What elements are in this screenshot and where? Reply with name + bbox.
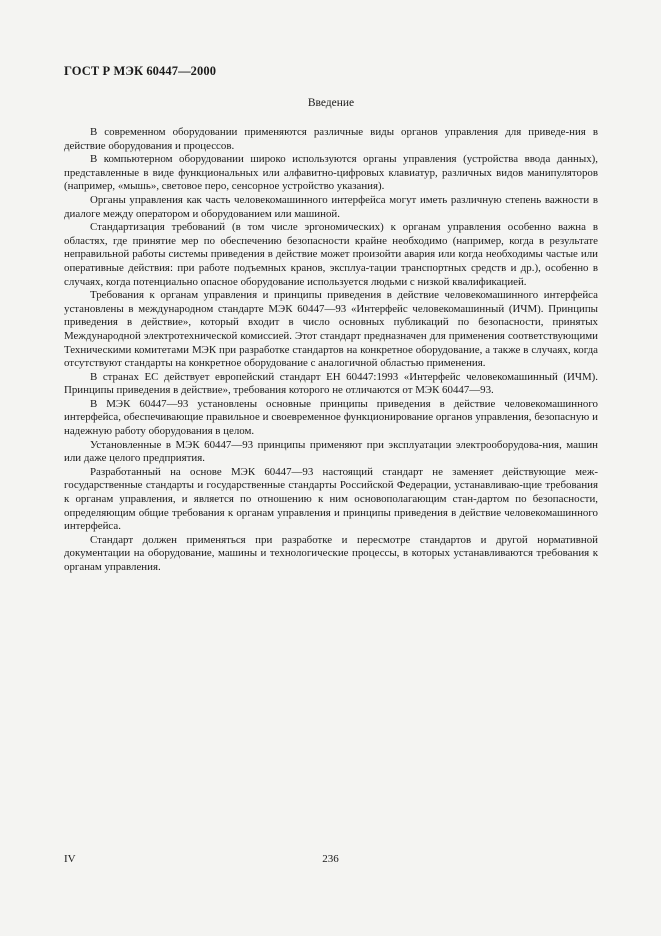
paragraph: В странах ЕС действует европейский стандарт ЕН 60447:1993 «Интерфейс человекомашинный (ИЧМ). Принципы приведения в действие», требования которого не отличаются от МЭК 60447—93. <box>64 370 598 397</box>
paragraph: В компьютерном оборудовании широко используются органы управления (устройства ввода данных), представленные в виде функциональных или алфавитно-цифровых клавиатур, различных видов манипуляторов (например, «мышь», световое перо, сенсорное устройство указания). <box>64 153 598 193</box>
page-number: 236 <box>322 853 339 865</box>
paragraph: Установленные в МЭК 60447—93 принципы применяют при эксплуатации электрооборудова-ния, машин или даже целого предприятия. <box>64 438 598 465</box>
body-text <box>64 126 598 575</box>
paragraph: Стандартизация требований (в том числе эргономических) к органам управления особенно важна в областях, где принятие мер по обеспечению безопасности крайне необходимо (например, когда в результате неправильной работы системы приведения в действие может произойти авария или когда необходимы частые или оперативные действия: при работе подъемных кранов, эксплуа-тации транспортных средств и др.), особенно в случаях, когда потенциально опасное оборудование используется людьми с низкой квалификацией. <box>64 221 598 288</box>
paragraph: Органы управления как часть человекомашинного интерфейса могут иметь различную степень важности в диалоге между оператором и оборудованием или машиной. <box>64 193 598 220</box>
standard-id-header: ГОСТ Р МЭК 60447—2000 <box>64 64 217 78</box>
paragraph: В современном оборудовании применяются различные виды органов управления для приведе-ния в действие оборудования и процессов. <box>64 126 598 152</box>
paragraph: Требования к органам управления и принципы приведения в действие человекомашинного интерфейса установлены в международном стандарте МЭК 60447—93 «Интерфейс человекомашинный (ИЧМ). Принципы приведения в действие», который входит в число основных публикаций по безопасности, принятых Международной электротехнической комиссией. Этот стандарт предназначен для применения соответствующими Техническими комитетами МЭК при разработке стандартов на конкретное оборудование, а также в случаях, когда отсутствуют стандарты на конкретное оборудование с аналогичной областью применения. <box>64 289 598 370</box>
paragraph: Разработанный на основе МЭК 60447—93 настоящий стандарт не заменяет действующие меж-государственные стандарты и государственные стандарты Российской Федерации, устанавливаю-щие требования к органам управления, и является по отношению к ним основополагающим стан-дартом по безопасности, определяющим общие требования к органам управления и принципы приведения в действие человекомашинного интерфейса. <box>64 465 598 533</box>
paragraph: В МЭК 60447—93 установлены основные принципы приведения в действие человекомашинного интерфейса, обеспечивающие правильное и своевременное функционирование органов управления, безопасную и надежную работу оборудования в целом. <box>64 397 598 438</box>
paragraph: Стандарт должен применяться при разработке и пересмотре стандартов и другой нормативной документации на оборудование, машины и технологические процессы, в которых устанавливаются требования к органам управления. <box>64 533 598 573</box>
roman-page-number: IV <box>64 853 76 865</box>
section-title: Введение <box>307 97 355 109</box>
